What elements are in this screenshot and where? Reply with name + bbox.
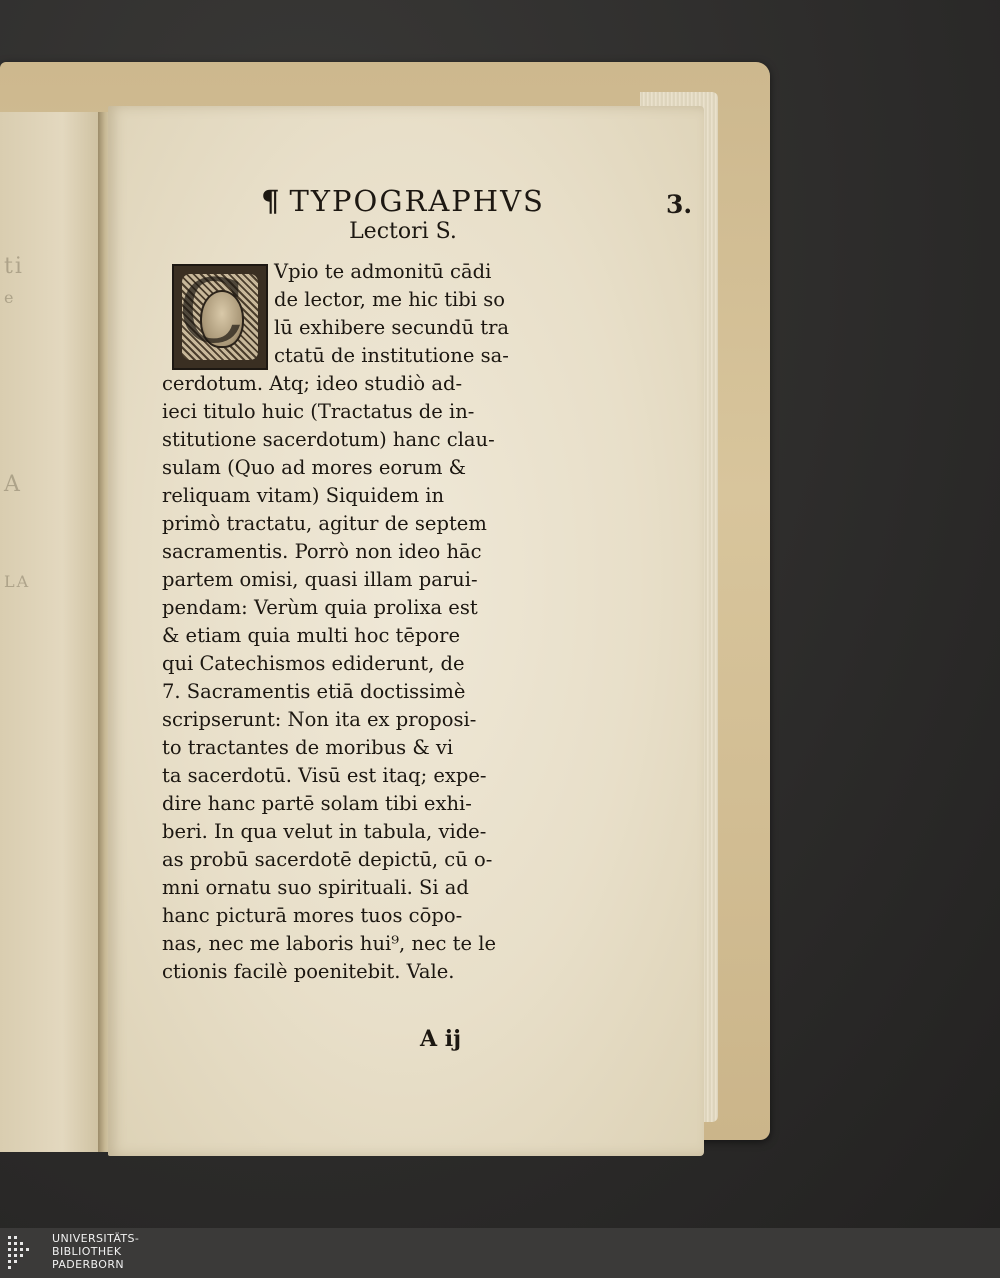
text-line: sacramentis. Porrò non ideo hāc	[162, 540, 482, 563]
text-line: ieci titulo huic (Tractatus de in-	[162, 400, 475, 423]
text-line: de lector, me hic tibi so	[274, 288, 505, 311]
text-line: cerdotum. Atq; ideo studiò ad-	[162, 372, 463, 395]
text-line: beri. In qua velut in tabula, vide-	[162, 820, 487, 843]
library-name-line: PADERBORN	[52, 1258, 125, 1271]
heading-subtitle: Lectori S.	[349, 219, 457, 244]
library-name-line: BIBLIOTHEK	[52, 1245, 122, 1258]
left-page	[0, 112, 104, 1152]
text-line: to tractantes de moribus & vi	[162, 736, 454, 759]
pilcrow-mark: ¶	[261, 184, 282, 218]
footer-bar	[0, 1228, 1000, 1278]
right-page	[108, 106, 704, 1156]
show-through-text: ti	[4, 254, 24, 279]
text-line: & etiam quia multi hoc tēpore	[162, 624, 461, 647]
text-line: 7. Sacramentis etiā doctissimè	[162, 680, 466, 703]
text-line: reliquam vitam) Siquidem in	[162, 484, 445, 507]
show-through-text: LA	[4, 572, 31, 591]
decorated-initial	[172, 260, 268, 370]
text-line: as probū sacerdotē depictū, cū o-	[162, 848, 493, 871]
library-name-line: UNIVERSITÄTS-	[52, 1232, 140, 1245]
show-through-text: A	[4, 472, 22, 497]
signature-mark: A ij	[420, 1026, 462, 1052]
text-line: ta sacerdotū. Visū est itaq; expe-	[162, 764, 487, 787]
text-line: mni ornatu suo spirituali. Si ad	[162, 876, 469, 899]
library-name	[52, 1232, 139, 1271]
text-line: hanc picturā mores tuos cōpo-	[162, 904, 463, 927]
text-line: Vpio te admonitū cādi	[274, 260, 492, 283]
text-line: scripserunt: Non ita ex proposi-	[162, 708, 477, 731]
text-line: primò tractatu, agitur de septem	[162, 512, 487, 535]
text-line: ctionis facilè poenitebit. Vale.	[162, 960, 455, 983]
initial-letter: C	[178, 260, 246, 363]
page-heading	[168, 184, 638, 246]
text-line: nas, nec me laboris hui⁹, nec te le	[162, 932, 497, 955]
text-line: sulam (Quo ad mores eorum &	[162, 456, 467, 479]
text-line: lū exhibere secundū tra	[274, 316, 510, 339]
library-logo-icon	[6, 1232, 44, 1274]
heading-title	[168, 184, 638, 218]
text-line: qui Catechismos ediderunt, de	[162, 652, 465, 675]
text-line: pendam: Verùm quia prolixa est	[162, 596, 478, 619]
text-line: partem omisi, quasi illam parui-	[162, 568, 478, 591]
folio-number: 3.	[666, 190, 693, 219]
text-line: dire hanc partē solam tibi exhi-	[162, 792, 472, 815]
text-line: stitutione sacerdotum) hanc clau-	[162, 428, 495, 451]
show-through-text: e	[4, 288, 16, 307]
heading-title-text: TYPOGRAPHVS	[289, 184, 545, 218]
text-line: ctatū de institutione sa-	[274, 344, 509, 367]
